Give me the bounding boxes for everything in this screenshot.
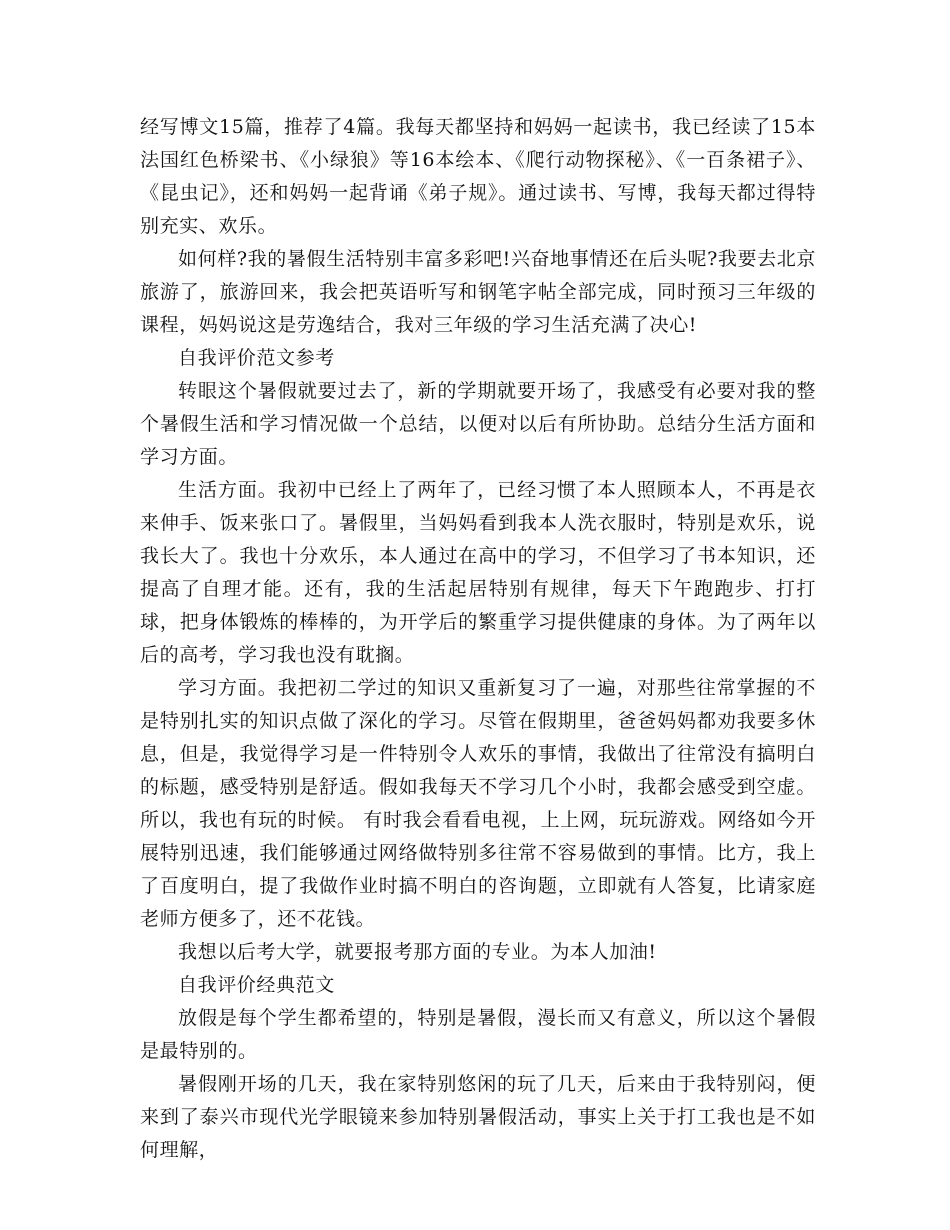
paragraph-study-aspect: 学习方面。我把初二学过的知识又重新复习了一遍，对那些往常掌握的不是特别扎实的知识点做了深化的学习。尽管在假期里，爸爸妈妈都劝我要多休息，但是，我觉得学习是一件特别令人欢乐的事情，我做出了往常没有搞明白的标题，感受特别是舒适。假如我每天不学习几个小时，我都会感受到空虚。所以，我也有玩的时候。 有时我会看看电视，上上网，玩玩游戏。网络如今开展特别迅速，我们能够通过网络做特别多往常不容易做到的事情。比方，我上了百度明白，提了我做作业时搞不明白的咨询题，立即就有人答复，比请家庭老师方便多了，还不花钱。: [140, 677, 816, 930]
paragraph-future-goal: 我想以后考大学，就要报考那方面的专业。为本人加油!: [178, 941, 657, 963]
paragraph-life-aspect: 生活方面。我初中已经上了两年了，已经习惯了本人照顾本人，不再是衣来伸手、饭来张口了。暑假里，当妈妈看到我本人洗衣服时，特别是欢乐，说我长大了。我也十分欢乐，本人通过在高中的学习，不但学习了书本知识，还提高了自理才能。还有，我的生活起居特别有规律，每天下午跑跑步、打打球，把身体锻炼的棒棒的，为开学后的繁重学习提供健康的身体。为了两年以后的高考，学习我也没有耽搁。: [140, 479, 816, 666]
document-body: [140, 111, 816, 1167]
paragraph-holiday-work: 暑假刚开场的几天，我在家特别悠闲的玩了几天，后来由于我特别闷，便来到了泰兴市现代光学眼镜来参加特别暑假活动，事实上关于打工我也是不如何理解，: [140, 1073, 816, 1161]
paragraph-intro-summary: 转眼这个暑假就要过去了，新的学期就要开场了，我感受有必要对我的整个暑假生活和学习情况做一个总结，以便对以后有所协助。总结分生活方面和学习方面。: [140, 380, 816, 468]
paragraph-summer-plans: 如何样?我的暑假生活特别丰富多彩吧!兴奋地事情还在后头呢?我要去北京旅游了，旅游回来，我会把英语听写和钢笔字帖全部完成，同时预习三年级的课程，妈妈说这是劳逸结合，我对三年级的学习生活充满了决心!: [140, 248, 816, 336]
paragraph-holiday-intro: 放假是每个学生都希望的，特别是暑假，漫长而又有意义，所以这个暑假是最特别的。: [140, 1007, 816, 1062]
section-heading-classic: 自我评价经典范文: [178, 974, 335, 996]
section-heading-reference: 自我评价范文参考: [178, 347, 335, 369]
paragraph-reading-summary: 经写博文15篇，推荐了4篇。我每天都坚持和妈妈一起读书，我已经读了15本法国红色桥梁书、《小绿狼》等16本绘本、《爬行动物探秘》、《一百条裙子》、《昆虫记》，还和妈妈一起背诵《弟子规》。通过读书、写博，我每天都过得特别充实、欢乐。: [140, 116, 816, 237]
